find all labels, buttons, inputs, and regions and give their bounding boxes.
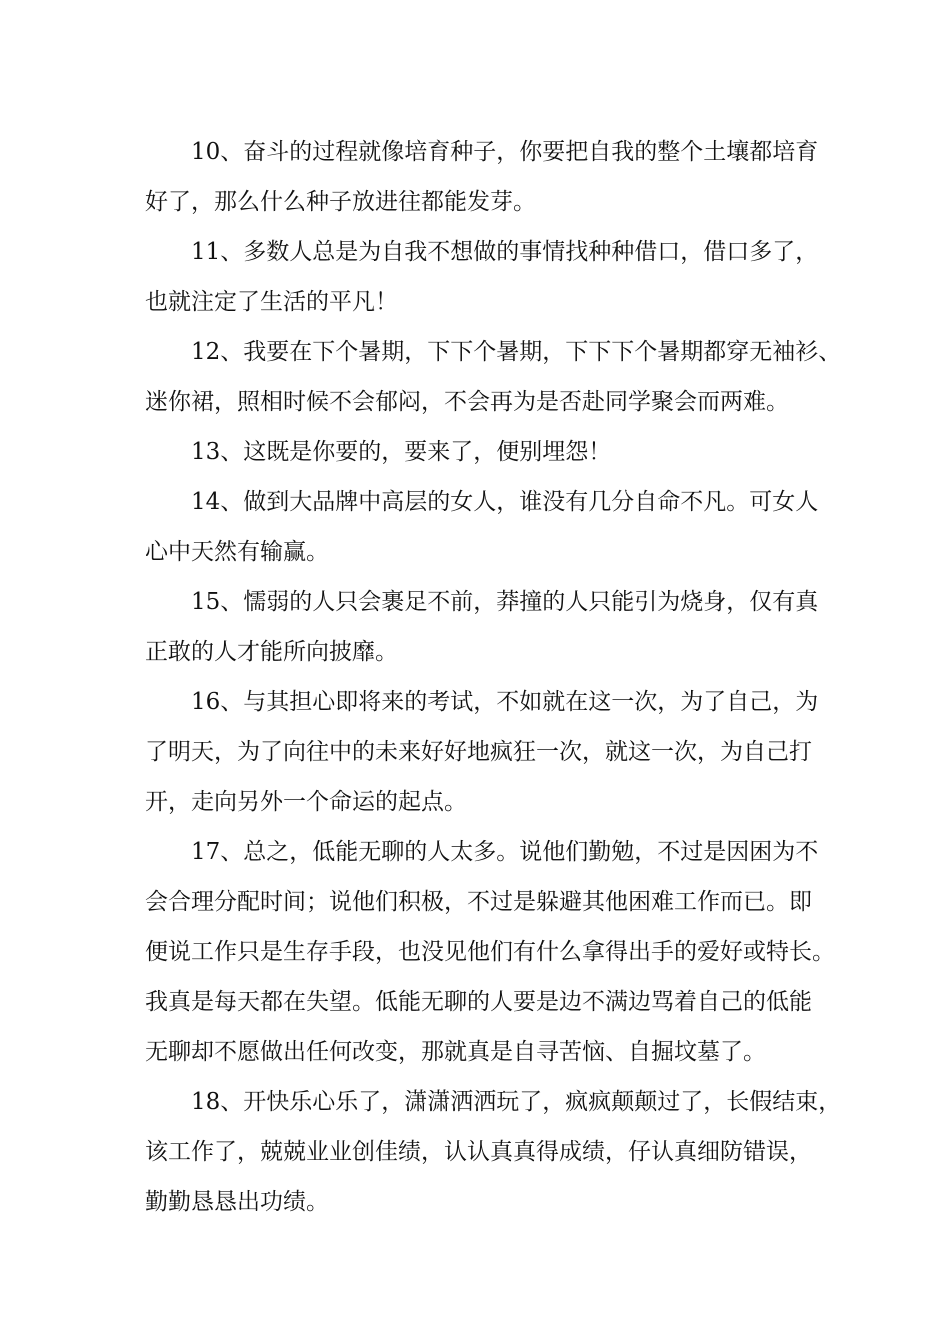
paragraph-18-line-1: 18、开快乐心乐了，潇潇洒洒玩了，疯疯颠颠过了，长假结束，: [191, 1089, 842, 1115]
paragraph-18-line-2: 该工作了，兢兢业业创佳绩，认认真真得成绩，仔认真细防错误，: [145, 1139, 812, 1165]
paragraph-17-line-5: 无聊却不愿做出任何改变，那就真是自寻苦恼、自掘坟墓了。: [145, 1039, 766, 1065]
paragraph-17-line-3: 便说工作只是生存手段，也没见他们有什么拿得出手的爱好或特长。: [145, 939, 835, 965]
paragraph-17-line-2: 会合理分配时间；说他们积极，不过是躲避其他困难工作而已。即: [145, 889, 812, 915]
paragraph-10-line-1: 10、奋斗的过程就像培育种子，你要把自我的整个土壤都培育: [191, 139, 819, 165]
paragraph-18-line-3: 勤勤恳恳出功绩。: [145, 1189, 329, 1215]
paragraph-13-line-1: 13、这既是你要的，要来了，便别埋怨！: [191, 439, 612, 465]
paragraph-14-line-1: 14、做到大品牌中高层的女人，谁没有几分自命不凡。可女人: [191, 489, 819, 515]
paragraph-14-line-2: 心中天然有输赢。: [145, 539, 329, 565]
paragraph-17-line-1: 17、总之，低能无聊的人太多。说他们勤勉，不过是因困为不: [191, 839, 819, 865]
paragraph-16-line-3: 开，走向另外一个命运的起点。: [145, 789, 467, 815]
paragraph-11-line-1: 11、多数人总是为自我不想做的事情找种种借口，借口多了，: [191, 239, 819, 265]
paragraph-16-line-1: 16、与其担心即将来的考试，不如就在这一次，为了自己，为: [191, 689, 819, 715]
paragraph-15-line-2: 正敢的人才能所向披靡。: [145, 639, 398, 665]
paragraph-11-line-2: 也就注定了生活的平凡！: [145, 289, 398, 315]
paragraph-15-line-1: 15、懦弱的人只会裹足不前，莽撞的人只能引为烧身，仅有真: [191, 589, 819, 615]
paragraph-16-line-2: 了明天，为了向往中的未来好好地疯狂一次，就这一次，为自己打: [145, 739, 812, 765]
paragraph-10-line-2: 好了，那么什么种子放进往都能发芽。: [145, 189, 536, 215]
paragraph-12-line-2: 迷你裙，照相时候不会郁闷，不会再为是否赴同学聚会而两难。: [145, 389, 789, 415]
paragraph-12-line-1: 12、我要在下个暑期，下下个暑期，下下下个暑期都穿无袖衫、: [191, 339, 842, 365]
paragraph-17-line-4: 我真是每天都在失望。低能无聊的人要是边不满边骂着自己的低能: [145, 989, 812, 1015]
